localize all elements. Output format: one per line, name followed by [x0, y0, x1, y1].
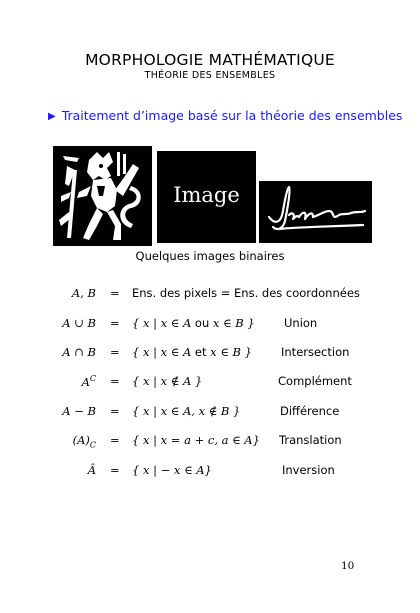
definition-name: Translation	[279, 433, 342, 447]
definition-rhs	[132, 316, 255, 330]
definition-lhs	[36, 433, 96, 449]
definition-lhs-base: (A)	[72, 433, 90, 447]
definition-rhs: { x | x ∈ A, x ∉ B }	[132, 404, 241, 418]
definition-name: Union	[284, 316, 318, 330]
binary-image-word-text: Image	[173, 183, 240, 207]
definition-row-difference	[0, 404, 420, 420]
bullet-text: Traitement d’image basé sur la théorie des ensembles	[61, 108, 403, 123]
definition-row-inversion	[0, 463, 420, 479]
definition-lhs-superscript: C	[89, 374, 96, 383]
definition-rhs: { x | x ∉ A }	[132, 374, 203, 388]
signature-drawing	[259, 181, 372, 243]
definition-name: Inversion	[282, 463, 335, 477]
binary-image-signature	[259, 181, 372, 243]
definition-rhs-set-end: x ∈ B }	[210, 345, 252, 359]
definition-rhs	[132, 345, 252, 359]
definition-row-union	[0, 316, 420, 332]
definition-lhs-base: A	[81, 374, 90, 389]
definition-name: Différence	[280, 404, 340, 418]
definition-rhs-set-start: { x | x ∈ A	[132, 316, 192, 330]
definition-rhs-set-start: { x | x ∈ A	[132, 345, 192, 359]
definition-lhs-subscript: C	[89, 440, 96, 450]
definition-equals: =	[110, 316, 120, 330]
definition-rhs-set-end: x ∈ B }	[212, 316, 255, 330]
definition-equals: =	[110, 463, 120, 477]
definition-equals: =	[110, 404, 120, 418]
definition-lhs: A ∩ B	[62, 345, 96, 359]
definition-rhs: { x | − x ∈ A}	[132, 463, 212, 477]
page-title: MORPHOLOGIE MATHÉMATIQUE	[85, 51, 335, 69]
triangle-bullet-icon: ▶	[48, 111, 56, 122]
page-number: 10	[341, 560, 355, 572]
bullet-item	[48, 108, 402, 123]
definition-equals: =	[110, 286, 120, 300]
definition-lhs: A − B	[62, 404, 96, 418]
definition-equals: =	[110, 433, 120, 447]
binary-image-lion-emblem	[53, 146, 152, 246]
definition-lhs: A, B	[71, 286, 96, 300]
binary-image-word	[157, 151, 256, 243]
definition-name: Intersection	[281, 345, 350, 359]
definition-row-intersection	[0, 345, 420, 361]
definition-lhs	[36, 374, 96, 389]
page-subtitle: THÉORIE DES ENSEMBLES	[144, 70, 276, 81]
definition-row-translation	[0, 433, 420, 449]
definition-lhs: A ∪ B	[62, 316, 96, 330]
definition-lhs: Â	[87, 463, 96, 477]
definition-rhs-connector: et	[194, 345, 207, 359]
definition-rhs-connector: ou	[194, 316, 210, 330]
images-caption: Quelques images binaires	[135, 249, 285, 263]
definition-equals: =	[110, 374, 120, 388]
definition-row-pixels	[0, 286, 420, 302]
definition-name: Complément	[278, 374, 352, 388]
definition-rhs: Ens. des pixels = Ens. des coordonnées	[132, 286, 360, 300]
definition-row-complement	[0, 374, 420, 390]
definition-equals: =	[110, 345, 120, 359]
definition-rhs: { x | x = a + c, a ∈ A}	[132, 433, 260, 447]
lion-emblem-drawing	[53, 146, 152, 246]
